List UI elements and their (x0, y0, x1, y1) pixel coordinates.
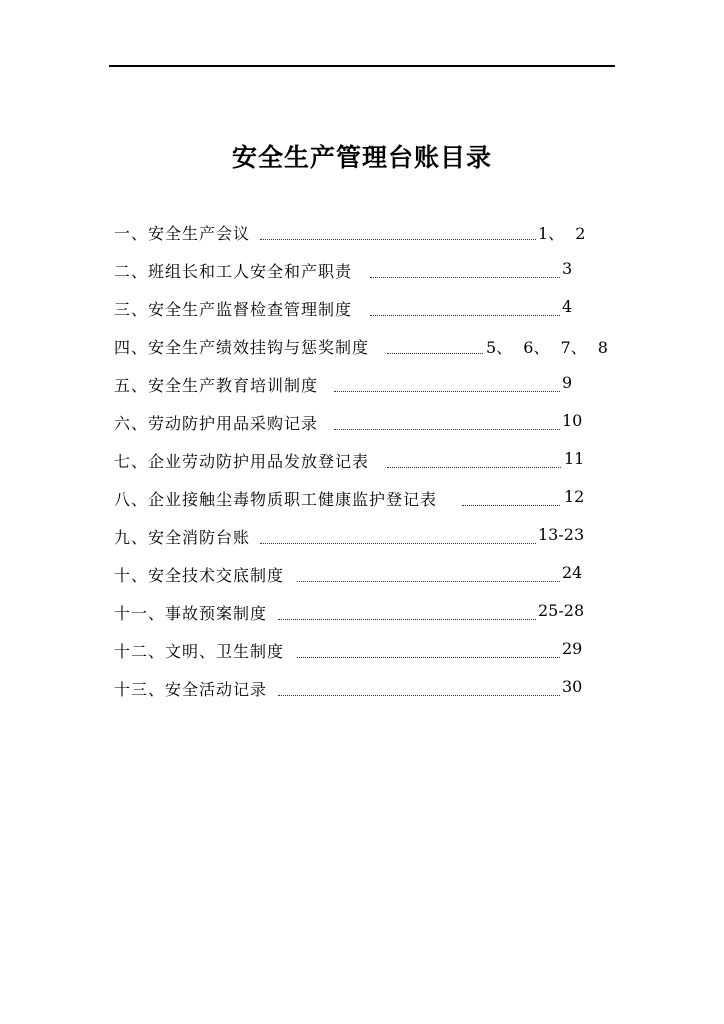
toc-item-5 (114, 365, 610, 403)
toc-item-10 (114, 555, 610, 593)
toc-page: 3 (562, 259, 573, 278)
toc-page: 25-28 (538, 601, 585, 620)
toc-label: 三、安全生产监督检查管理制度 (114, 300, 353, 319)
toc-page: 13-23 (538, 525, 585, 544)
toc-label: 十三、安全活动记录 (114, 680, 268, 699)
toc-leader (370, 315, 560, 316)
toc-item-7 (114, 441, 610, 479)
toc-leader (387, 353, 483, 354)
toc-leader (260, 543, 536, 544)
toc-item-6 (114, 403, 610, 441)
toc-item-3 (114, 289, 610, 327)
toc-leader (387, 467, 561, 468)
toc-page: 12 (564, 487, 585, 506)
toc-item-4 (114, 327, 610, 365)
toc-item-13 (114, 669, 610, 707)
header-rule (109, 65, 615, 67)
toc-leader (462, 505, 560, 506)
toc-item-8 (114, 479, 610, 517)
toc-label: 十一、事故预案制度 (114, 604, 268, 623)
toc-leader (370, 277, 560, 278)
toc-page: 30 (562, 677, 583, 696)
toc-page: 10 (562, 411, 583, 430)
table-of-contents (114, 213, 610, 707)
toc-label: 四、安全生产绩效挂钩与惩奖制度 (114, 338, 370, 357)
toc-leader (278, 695, 560, 696)
toc-item-11 (114, 593, 610, 631)
toc-label: 五、安全生产教育培训制度 (114, 376, 319, 395)
toc-leader (278, 619, 536, 620)
toc-page: 5、 6、 7、 8 (486, 338, 608, 357)
toc-item-2 (114, 251, 610, 289)
toc-label: 十、安全技术交底制度 (114, 566, 285, 585)
toc-label: 九、安全消防台账 (114, 528, 251, 547)
toc-leader (334, 429, 560, 430)
toc-label: 一、安全生产会议 (114, 224, 251, 243)
toc-item-12 (114, 631, 610, 669)
toc-item-9 (114, 517, 610, 555)
toc-label: 七、企业劳动防护用品发放登记表 (114, 452, 370, 471)
toc-label: 八、企业接触尘毒物质职工健康监护登记表 (114, 490, 438, 509)
toc-page: 1、 2 (538, 224, 586, 243)
toc-label: 二、班组长和工人安全和产职责 (114, 262, 353, 281)
toc-page: 11 (564, 449, 585, 468)
toc-label: 六、劳动防护用品采购记录 (114, 414, 319, 433)
toc-page: 4 (562, 297, 573, 316)
toc-page: 9 (562, 373, 573, 392)
toc-leader (297, 657, 560, 658)
toc-leader (297, 581, 560, 582)
toc-item-1 (114, 213, 610, 251)
toc-page: 29 (562, 639, 583, 658)
toc-leader (260, 239, 536, 240)
toc-page: 24 (562, 563, 583, 582)
toc-leader (334, 391, 560, 392)
page-title: 安全生产管理台账目录 (231, 143, 492, 172)
toc-label: 十二、文明、卫生制度 (114, 642, 285, 661)
